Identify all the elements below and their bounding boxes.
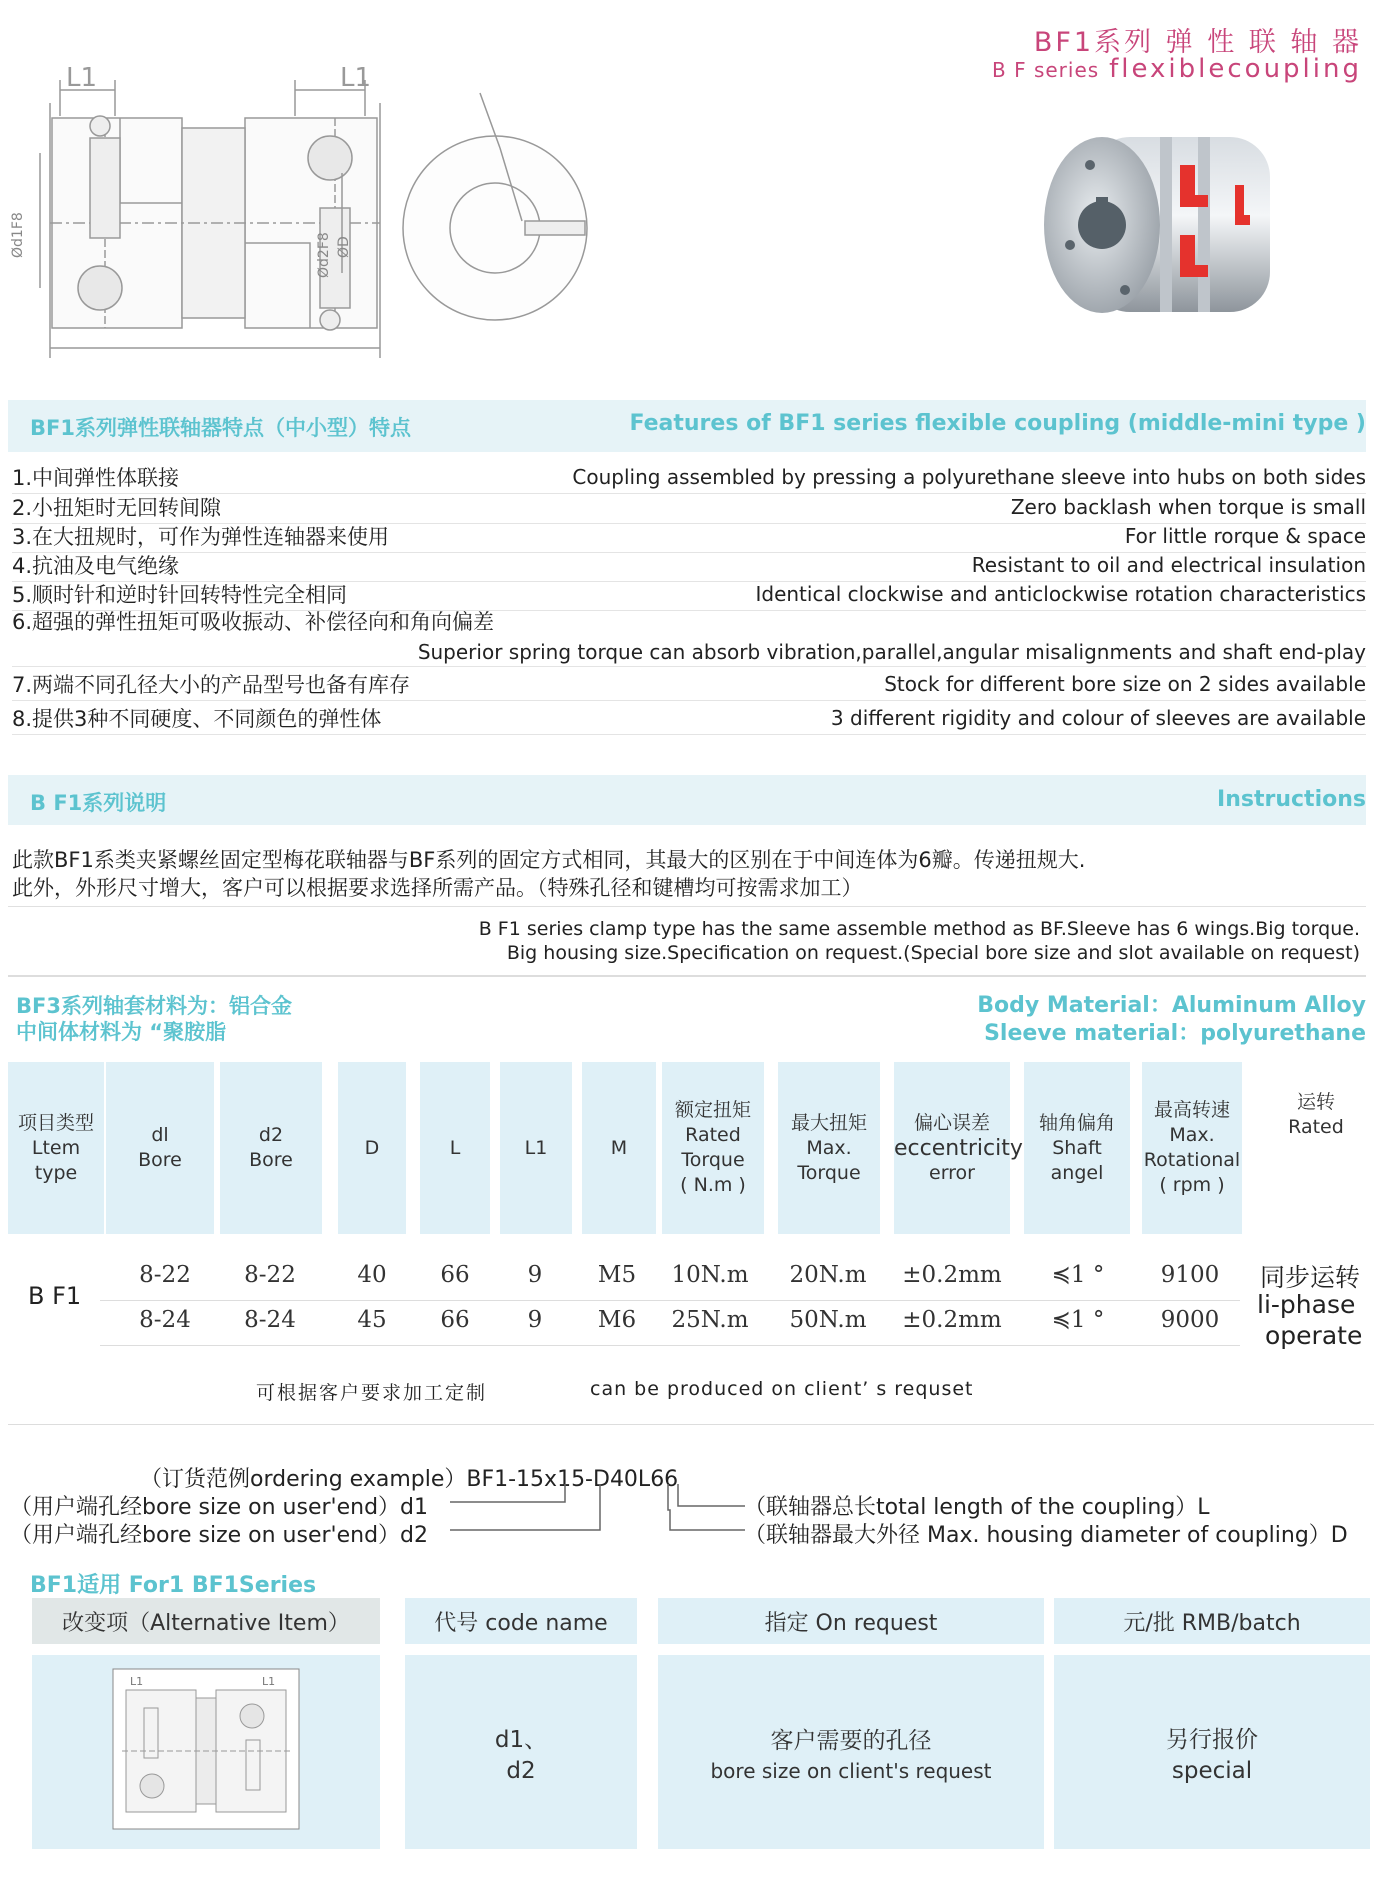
divider bbox=[8, 1424, 1374, 1425]
table-header-cell bbox=[662, 1062, 764, 1234]
divider bbox=[8, 906, 1366, 907]
feature-row bbox=[12, 495, 1366, 524]
table-header-line: 轴角偏角 bbox=[1038, 1111, 1115, 1134]
code-d2: d2 bbox=[506, 1757, 536, 1784]
feature-row bbox=[12, 672, 1366, 701]
feature-zh: 1.中间弹性体联接 bbox=[12, 466, 180, 490]
custom-note-zh: 可根据客户要求加工定制 bbox=[256, 1382, 488, 1404]
feature-en: Superior spring torque can absorb vibration,parallel,angular misalignments and shaft end-play bbox=[417, 640, 1366, 664]
table-cell: 8-22 bbox=[244, 1262, 296, 1288]
d-label: ØD bbox=[336, 236, 352, 258]
instructions-heading-band bbox=[8, 775, 1366, 825]
table-header-line: type bbox=[34, 1161, 78, 1184]
table-header-line: Rated bbox=[1288, 1116, 1344, 1138]
material-sleeve-zh: 中间体材料为 “聚胺脂 bbox=[16, 1020, 227, 1044]
table-header-cell bbox=[582, 1062, 656, 1234]
l1-label-left: L1 bbox=[66, 63, 98, 93]
table-header-cell bbox=[778, 1062, 880, 1234]
table-header-cell bbox=[220, 1062, 322, 1234]
coupling-technical-drawing bbox=[10, 58, 590, 378]
table-cell: 9 bbox=[527, 1307, 543, 1333]
table-header-line: Max. bbox=[1169, 1124, 1215, 1146]
feature-en: Coupling assembled by pressing a polyurethane sleeve into hubs on both sides bbox=[572, 465, 1366, 489]
table-cell: 8-24 bbox=[139, 1307, 191, 1333]
table-header-cell bbox=[106, 1062, 214, 1234]
table-cell: 66 bbox=[440, 1307, 470, 1333]
request-en: bore size on client's request bbox=[710, 1758, 992, 1783]
table-header-line: dl bbox=[151, 1124, 169, 1146]
coupling-product-image bbox=[1030, 125, 1310, 325]
table-cell: ≼1 ° bbox=[1051, 1262, 1105, 1288]
operate-zh: 同步运转 bbox=[1260, 1263, 1361, 1292]
material-body-en: Body Material：Aluminum Alloy bbox=[977, 993, 1366, 1018]
table-header-line: 运转 bbox=[1296, 1091, 1335, 1113]
request-zh: 客户需要的孔径 bbox=[770, 1727, 932, 1754]
table-header-cell bbox=[1024, 1062, 1130, 1234]
feature-en: Resistant to oil and electrical insulation bbox=[971, 553, 1366, 577]
alt-title: BF1适用 For1 BF1Series bbox=[30, 1573, 317, 1598]
model-name: B F1 bbox=[28, 1282, 82, 1310]
table-header-line: D bbox=[364, 1136, 380, 1159]
features-title-en: Features of BF1 series flexible coupling (middle-mini type ) bbox=[629, 411, 1366, 436]
table-header-line: Torque bbox=[797, 1161, 861, 1184]
table-cell: 25N.m bbox=[671, 1307, 749, 1333]
page-title-zh: BF1系列 弹 性 联 轴 器 bbox=[1033, 27, 1362, 58]
table-header-line: 最大扭矩 bbox=[790, 1111, 867, 1134]
feature-row bbox=[12, 611, 1366, 667]
table-header-line: Ltem bbox=[31, 1136, 81, 1159]
ordering-max-diameter: （联轴器最大外径 Max. housing diameter of coupling）D bbox=[744, 1523, 1348, 1548]
ordering-total-length: （联轴器总长total length of the coupling）L bbox=[744, 1495, 1210, 1520]
feature-row bbox=[12, 465, 1366, 494]
table-header-line: ( N.m ) bbox=[680, 1174, 746, 1196]
instructions-en-line2: Big housing size.Specification on request.(Special bore size and slot available on request) bbox=[506, 942, 1360, 964]
table-header-line: angel bbox=[1050, 1161, 1104, 1184]
alt-price-cell bbox=[1054, 1655, 1370, 1849]
table-cell: 9000 bbox=[1160, 1307, 1220, 1333]
feature-zh: 8.提供3种不同硬度、不同颜色的弹性体 bbox=[12, 707, 382, 731]
alt-col-on-request: 指定 On request bbox=[658, 1598, 1044, 1644]
feature-zh: 2.小扭矩时无回转间隙 bbox=[12, 496, 222, 520]
price-zh: 另行报价 bbox=[1166, 1726, 1258, 1753]
table-header-line: L bbox=[449, 1136, 461, 1159]
table-cell: 66 bbox=[440, 1262, 470, 1288]
page-title-en: flexiblecoupling bbox=[1109, 54, 1362, 84]
row-divider bbox=[100, 1300, 1240, 1301]
table-cell: 8-24 bbox=[244, 1307, 296, 1333]
page-subtitle-prefix: B F series bbox=[992, 58, 1100, 82]
table-header-line: eccentricity bbox=[894, 1135, 1023, 1161]
instructions-title-en: Instructions bbox=[1217, 787, 1366, 812]
feature-en: Identical clockwise and anticlockwise rotation characteristics bbox=[755, 582, 1366, 606]
ordering-d1: （用户端孔经bore size on user'end）d1 bbox=[10, 1495, 429, 1520]
instructions-title-zh: B F1系列说明 bbox=[30, 791, 167, 815]
l1-label-right: L1 bbox=[340, 63, 372, 93]
table-header-line: d2 bbox=[258, 1124, 284, 1146]
table-cell: ±0.2mm bbox=[902, 1307, 1002, 1333]
instructions-en-line1: B F1 series clamp type has the same assemble method as BF.Sleeve has 6 wings.Big torque. bbox=[478, 918, 1360, 940]
table-cell: ±0.2mm bbox=[902, 1262, 1002, 1288]
operate-en1: li-phase bbox=[1257, 1290, 1356, 1319]
table-cell: 45 bbox=[357, 1307, 387, 1333]
alt-col-rmb-batch: 元/批 RMB/batch bbox=[1054, 1598, 1370, 1644]
code-d1: d1、 bbox=[494, 1726, 548, 1753]
table-cell: ≼1 ° bbox=[1051, 1307, 1105, 1333]
table-cell: 40 bbox=[357, 1262, 387, 1288]
mini-l1-right: L1 bbox=[262, 1675, 276, 1688]
feature-row bbox=[12, 524, 1366, 553]
table-header-cell bbox=[420, 1062, 490, 1234]
ordering-leader-lines bbox=[440, 1480, 760, 1540]
table-header-cell bbox=[338, 1062, 406, 1234]
feature-en: Zero backlash when torque is small bbox=[1010, 495, 1366, 519]
divider bbox=[8, 975, 1366, 977]
alt-col-code-name: 代号 code name bbox=[405, 1598, 637, 1644]
table-header-cell bbox=[8, 1062, 104, 1234]
alt-col-alternative-item: 改变项（Alternative Item） bbox=[32, 1598, 380, 1644]
instructions-zh-line2: 此外，外形尺寸增大，客户可以根据要求选择所需产品。（特殊孔径和键槽均可按需求加工） bbox=[12, 876, 863, 900]
table-cell: 20N.m bbox=[789, 1262, 867, 1288]
d1-label: Ød1F8 bbox=[10, 212, 26, 258]
table-header-line: 额定扭矩 bbox=[674, 1099, 751, 1121]
feature-row bbox=[12, 553, 1366, 582]
table-header-line: 偏心误差 bbox=[913, 1111, 990, 1134]
table-header-line: ( rpm ) bbox=[1159, 1174, 1225, 1196]
table-header-line: Rated bbox=[685, 1124, 741, 1146]
table-cell: 50N.m bbox=[789, 1307, 867, 1333]
mini-coupling-drawing bbox=[112, 1668, 300, 1830]
d2-label: Ød2F8 bbox=[316, 232, 332, 278]
material-body-zh: BF3系列轴套材料为：铝合金 bbox=[16, 994, 292, 1018]
table-header-line: 项目类型 bbox=[17, 1111, 94, 1134]
table-header-line: Bore bbox=[138, 1149, 182, 1171]
feature-en: 3 different rigidity and colour of sleeves are available bbox=[830, 706, 1366, 730]
table-cell: M6 bbox=[597, 1307, 637, 1333]
ordering-example: （订货范例ordering example）BF1-15x15-D40L66 bbox=[140, 1467, 679, 1492]
table-header-cell bbox=[1142, 1062, 1242, 1234]
table-header-line: 最高转速 bbox=[1153, 1099, 1230, 1121]
feature-zh: 3.在大扭规时，可作为弹性连轴器来使用 bbox=[12, 525, 390, 549]
alt-code-cell bbox=[405, 1655, 637, 1849]
custom-note-en: can be produced on client’ s requset bbox=[590, 1378, 974, 1400]
ordering-d2: （用户端孔经bore size on user'end）d2 bbox=[10, 1523, 429, 1548]
table-header-line: Torque bbox=[681, 1149, 745, 1171]
table-header-cell bbox=[500, 1062, 572, 1234]
feature-zh: 4.抗油及电气绝缘 bbox=[12, 554, 180, 578]
table-cell: M5 bbox=[597, 1262, 637, 1288]
operate-en2: operate bbox=[1265, 1321, 1363, 1350]
feature-en: For little rorque & space bbox=[1124, 524, 1366, 548]
row-divider bbox=[100, 1345, 1240, 1346]
table-header-cell bbox=[1262, 1062, 1370, 1234]
table-header-cell bbox=[894, 1062, 1023, 1234]
feature-en: Stock for different bore size on 2 sides available bbox=[884, 672, 1366, 696]
table-cell: 9100 bbox=[1160, 1262, 1220, 1288]
table-header-line: Shaft bbox=[1052, 1136, 1102, 1159]
feature-zh: 7.两端不同孔径大小的产品型号也备有库存 bbox=[12, 673, 411, 697]
alt-request-cell bbox=[658, 1655, 1044, 1849]
feature-zh: 5.顺时针和逆时针回转特性完全相同 bbox=[12, 583, 348, 607]
table-cell: 9 bbox=[527, 1262, 543, 1288]
features-title-zh: BF1系列弹性联轴器特点（中小型）特点 bbox=[30, 416, 411, 440]
instructions-zh-line1: 此款BF1系类夹紧螺丝固定型梅花联轴器与BF系列的固定方式相同，其最大的区别在于中间连体为6瓣。传递扭规大. bbox=[12, 848, 1086, 872]
table-header-line: error bbox=[929, 1161, 975, 1184]
table-cell: 8-22 bbox=[139, 1262, 191, 1288]
table-cell: 10N.m bbox=[671, 1262, 749, 1288]
material-sleeve-en: Sleeve material：polyurethane bbox=[984, 1021, 1366, 1046]
table-header-line: Max. bbox=[806, 1136, 852, 1159]
table-header-line: L1 bbox=[524, 1136, 548, 1159]
table-header-line: Bore bbox=[249, 1149, 293, 1171]
table-header-line: Rotational bbox=[1143, 1149, 1241, 1171]
feature-row bbox=[12, 706, 1366, 735]
mini-l1-left: L1 bbox=[130, 1675, 144, 1688]
price-en: special bbox=[1171, 1757, 1253, 1784]
feature-zh: 6.超强的弹性扭矩可吸收振动、补偿径向和角向偏差 bbox=[12, 610, 495, 634]
table-header-line: M bbox=[610, 1136, 628, 1159]
